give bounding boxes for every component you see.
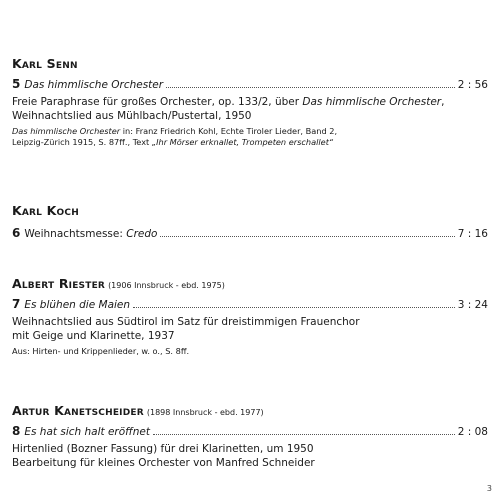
track-duration: 2 : 08 — [457, 426, 488, 438]
track-8 — [12, 424, 488, 438]
track-duration: 7 : 16 — [457, 228, 488, 240]
source-note: Das himmlische Orchester in: Franz Friedrich Kohl, Echte Tiroler Lieder, Band 2, Leipzig-Zürich 1915, S. 87ff., Text „Ihr Mörser erknallet, Trompeten erschallet“ — [12, 126, 338, 147]
section-karl-koch — [12, 203, 488, 240]
track-title: Weihnachtsmesse: Credo — [24, 228, 158, 240]
track-duration: 3 : 24 — [457, 299, 488, 311]
track-6 — [12, 226, 488, 240]
section-artur-kanetscheider — [12, 403, 488, 470]
track-title: Es hat sich halt eröffnet — [24, 426, 150, 438]
dot-leader — [153, 434, 455, 435]
track-5 — [12, 77, 488, 91]
section-karl-senn — [12, 56, 488, 148]
dot-leader — [166, 87, 455, 88]
composer-lifespan: (1898 Innsbruck - ebd. 1977) — [146, 408, 264, 417]
track-title: Es blühen die Maien — [24, 299, 131, 311]
source-note: Aus: Hirten- und Krippenlieder, w. o., S. 8ff. — [12, 346, 190, 356]
composer-name: Karl Senn — [12, 56, 78, 71]
page-number: 3 — [486, 484, 492, 493]
composer-name: Artur Kanetscheider (1898 Innsbruck - ebd. 1977) — [12, 403, 264, 418]
track-7 — [12, 297, 488, 311]
composer-name: Karl Koch — [12, 203, 79, 218]
composer-lifespan: (1906 Innsbruck - ebd. 1975) — [108, 281, 225, 290]
track-description: Weihnachtslied aus Südtirol im Satz für dreistimmigen Frauenchor mit Geige und Klarinette, 1937 — [12, 316, 360, 342]
track-number: 6 — [12, 226, 21, 240]
track-number: 5 — [12, 77, 21, 91]
section-albert-riester — [12, 276, 488, 357]
track-description: Hirtenlied (Bozner Fassung) für drei Klarinetten, um 1950 Bearbeitung für kleines Orchester von Manfred Schneider — [12, 443, 315, 469]
track-number: 7 — [12, 297, 21, 311]
track-description: Freie Paraphrase für großes Orchester, op. 133/2, über Das himmlische Orchester, Weihnachtslied aus Mühlbach/Pustertal, 1950 — [12, 96, 445, 122]
track-duration: 2 : 56 — [457, 79, 488, 91]
track-number: 8 — [12, 424, 21, 438]
composer-name: Albert Riester (1906 Innsbruck - ebd. 1975) — [12, 276, 225, 291]
dot-leader — [160, 236, 454, 237]
track-title: Das himmlische Orchester — [24, 79, 164, 91]
dot-leader — [133, 307, 455, 308]
